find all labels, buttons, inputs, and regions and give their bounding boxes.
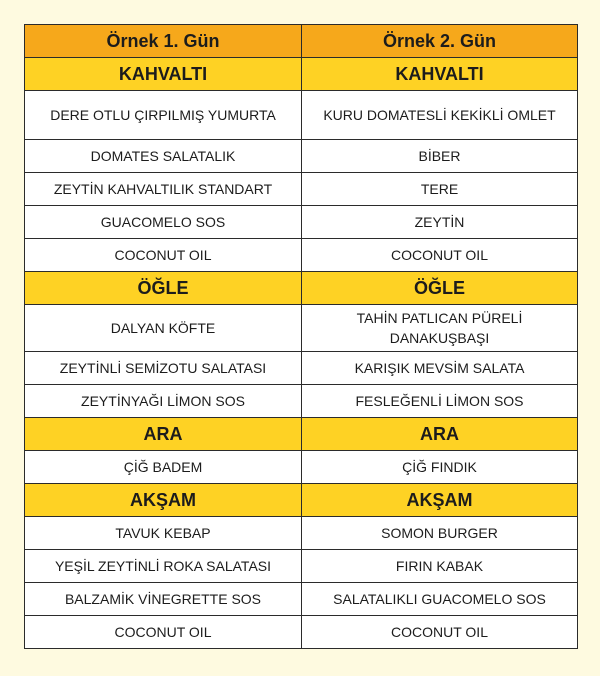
table-row [25,583,578,616]
day1-item: TAVUK KEBAP [25,517,302,550]
section-title-day2: KAHVALTI [302,58,578,91]
day2-item: TAHİN PATLICAN PÜRELİ DANAKUŞBAŞI [302,305,578,352]
day1-item: ÇİĞ BADEM [25,451,302,484]
section-header-ara [25,418,578,451]
table-row [25,517,578,550]
section-title-day2: ARA [302,418,578,451]
section-title-day1: ÖĞLE [25,272,302,305]
day1-item: GUACOMELO SOS [25,206,302,239]
day2-item: KARIŞIK MEVSİM SALATA [302,352,578,385]
day2-item: FESLEĞENLİ LİMON SOS [302,385,578,418]
day1-item: DALYAN KÖFTE [25,305,302,352]
section-title-day1: AKŞAM [25,484,302,517]
day-header-row [25,25,578,58]
section-header-ogle [25,272,578,305]
day2-item: ZEYTİN [302,206,578,239]
day2-item: COCONUT OIL [302,616,578,649]
section-title-day1: ARA [25,418,302,451]
day2-item: ÇİĞ FINDIK [302,451,578,484]
day2-item: SOMON BURGER [302,517,578,550]
day1-item: ZEYTİNLİ SEMİZOTU SALATASI [25,352,302,385]
section-title-day2: ÖĞLE [302,272,578,305]
table-row [25,352,578,385]
section-title-day2: AKŞAM [302,484,578,517]
day2-item: SALATALIKLI GUACOMELO SOS [302,583,578,616]
table-row [25,239,578,272]
table-row [25,206,578,239]
table-row [25,550,578,583]
table-row [25,305,578,352]
section-header-kahvalti [25,58,578,91]
day1-header: Örnek 1. Gün [25,25,302,58]
day2-item: FIRIN KABAK [302,550,578,583]
day1-item: COCONUT OIL [25,239,302,272]
day2-item: BİBER [302,140,578,173]
table-row [25,385,578,418]
table-row [25,140,578,173]
day1-item: YEŞİL ZEYTİNLİ ROKA SALATASI [25,550,302,583]
table-row [25,451,578,484]
day2-item: TERE [302,173,578,206]
day1-item: ZEYTİNYAĞI LİMON SOS [25,385,302,418]
section-header-aksam [25,484,578,517]
table-row [25,616,578,649]
day1-item: ZEYTİN KAHVALTILIK STANDART [25,173,302,206]
table-row [25,173,578,206]
table-row [25,91,578,140]
day1-item: DOMATES SALATALIK [25,140,302,173]
day1-item: DERE OTLU ÇIRPILMIŞ YUMURTA [25,91,302,140]
section-title-day1: KAHVALTI [25,58,302,91]
day1-item: BALZAMİK VİNEGRETTE SOS [25,583,302,616]
day2-item: KURU DOMATESLİ KEKİKLİ OMLET [302,91,578,140]
day1-item: COCONUT OIL [25,616,302,649]
meal-plan-table [24,24,578,649]
day2-item: COCONUT OIL [302,239,578,272]
day2-header: Örnek 2. Gün [302,25,578,58]
